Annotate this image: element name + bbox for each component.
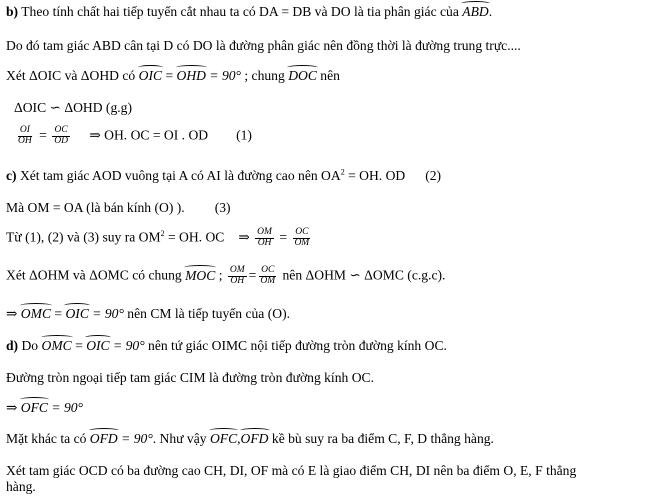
b-line5-result: ⇒ OH. OC = OI . OD bbox=[89, 127, 209, 143]
d-line4-eq: = 90° bbox=[117, 431, 153, 446]
angle-ofc: OFC bbox=[20, 400, 48, 415]
c-line4-pre: Xét ΔOHM và ΔOMC có chung bbox=[6, 267, 186, 283]
angle-omc: OMC bbox=[20, 306, 52, 321]
fraction-oc-om bbox=[292, 228, 311, 249]
d-line2: Đường tròn ngoại tiếp tam giác CIM là đường tròn đường kính OC. bbox=[6, 370, 374, 385]
implies-arrow: ⇒ bbox=[6, 306, 21, 321]
c-line4 bbox=[6, 266, 445, 287]
b-line2: Do đó tam giác ABD cân tại D có DO là đường phân giác nên đồng thời là đường trung trực.... bbox=[6, 38, 521, 53]
c-line3-sup: 2 bbox=[160, 229, 165, 239]
fraction-den: OH bbox=[230, 275, 245, 286]
c-line5 bbox=[6, 306, 290, 322]
d-line3 bbox=[6, 400, 83, 416]
d-line5: Xét tam giác OCD có ba đường cao CH, DI, OF mà có E là giao điểm CH, DI nên ba điểm O, E, F thẳng bbox=[6, 463, 577, 478]
d-line6: hàng. bbox=[6, 479, 36, 494]
d-line4-mid: . Như vậy bbox=[152, 431, 210, 446]
angle-oic: OIC bbox=[138, 68, 163, 83]
eq-tag-1: (1) bbox=[236, 127, 252, 143]
d-line1-eq1: = bbox=[71, 338, 87, 353]
angle-abd: ABD bbox=[462, 4, 489, 19]
b-line3-pre: Xét ΔOIC và ΔOHD có bbox=[6, 68, 139, 83]
fraction-num: OI bbox=[19, 125, 30, 135]
b-line4: ΔOIC ∽ ΔOHD (g.g) bbox=[14, 100, 132, 115]
fraction-num: OM bbox=[229, 265, 245, 275]
b-line3-post: nên bbox=[316, 68, 340, 83]
c-line2-text: Mà OM = OA (là bán kính (O) ). bbox=[6, 200, 185, 215]
b-line3-eq2: = 90° bbox=[205, 68, 241, 83]
angle-ofc: OFC bbox=[209, 431, 238, 446]
fraction-num: OM bbox=[257, 227, 272, 237]
b-line1 bbox=[6, 4, 492, 20]
c-line4-post: nên ΔOHM ∽ ΔOMC (c.g.c). bbox=[279, 267, 446, 283]
implies-arrow: ⇒ bbox=[238, 229, 250, 245]
c-line1-pre: Xét tam giác AOD vuông tại A có AI là đường cao nên OA bbox=[16, 168, 341, 183]
c-line4-sep: ; bbox=[215, 267, 226, 283]
angle-omc: OMC bbox=[41, 338, 72, 353]
b-line3-eq1: = bbox=[162, 68, 177, 83]
fraction-num: OC bbox=[54, 125, 68, 135]
eq-tag-2: (2) bbox=[425, 168, 442, 183]
part-d-label: d) bbox=[6, 338, 19, 353]
d-line1-eq2: = 90° bbox=[109, 338, 145, 353]
fraction-num: OC bbox=[295, 227, 309, 237]
eq-tag-3: (3) bbox=[214, 200, 231, 215]
equals-sign: = bbox=[39, 127, 47, 143]
fraction-om-oh bbox=[255, 228, 274, 249]
c-line1 bbox=[6, 168, 441, 184]
d-line3-eq: = 90° bbox=[47, 400, 83, 415]
angle-ohd: OHD bbox=[176, 68, 206, 83]
equals-sign: = bbox=[279, 229, 288, 245]
d-line4-sep: , bbox=[237, 431, 241, 446]
d-line1-post: nên tứ giác OIMC nội tiếp đường tròn đường kính OC. bbox=[144, 338, 447, 353]
b-line3-mid: ; chung bbox=[240, 68, 289, 83]
fraction-oc-od bbox=[52, 126, 70, 147]
c-line5-eq2: = 90° bbox=[88, 306, 124, 321]
equals-sign: = bbox=[248, 267, 257, 283]
d-line4-post: kề bù suy ra ba điểm C, F, D thẳng hàng. bbox=[268, 431, 494, 446]
c-line3 bbox=[6, 228, 313, 249]
angle-doc: DOC bbox=[288, 68, 317, 83]
d-line4 bbox=[6, 431, 494, 447]
b-line3 bbox=[6, 68, 340, 84]
angle-oic: OIC bbox=[65, 306, 89, 321]
fraction-oi-oh bbox=[16, 126, 34, 147]
angle-ofd: OFD bbox=[89, 431, 118, 446]
fraction-den: OH bbox=[18, 135, 32, 146]
fraction-den: OM bbox=[294, 237, 310, 248]
c-line2 bbox=[6, 200, 231, 216]
c-line1-sup: 2 bbox=[340, 167, 345, 177]
fraction-den: OD bbox=[54, 135, 68, 146]
implies-arrow: ⇒ bbox=[6, 400, 21, 415]
d-line1 bbox=[6, 338, 447, 354]
part-c-label: c) bbox=[6, 168, 17, 183]
angle-ofd: OFD bbox=[240, 431, 269, 446]
c-line3-pre: Từ (1), (2) và (3) suy ra OM bbox=[6, 229, 161, 245]
d-line4-pre: Mặt khác ta có bbox=[6, 431, 90, 446]
c-line5-post: nên CM là tiếp tuyến của (O). bbox=[123, 306, 291, 321]
part-b-label: b) bbox=[6, 4, 19, 19]
fraction-om-oh bbox=[228, 266, 247, 287]
fraction-oc-om bbox=[258, 266, 277, 287]
b-line1-end: . bbox=[488, 4, 493, 19]
c-line3-post: = OH. OC bbox=[164, 229, 225, 245]
c-line5-eq1: = bbox=[51, 306, 66, 321]
b-line1-text: Theo tính chất hai tiếp tuyến cắt nhau ta có DA = DB và DO là tia phân giác của bbox=[18, 4, 463, 19]
angle-oic: OIC bbox=[86, 338, 110, 353]
fraction-num: OC bbox=[261, 265, 275, 275]
c-line1-post: = OH. OD bbox=[344, 168, 406, 183]
fraction-den: OH bbox=[257, 237, 272, 248]
b-line5 bbox=[14, 126, 252, 147]
fraction-den: OM bbox=[260, 275, 276, 286]
angle-moc: MOC bbox=[185, 267, 216, 283]
d-line1-pre: Do bbox=[18, 338, 42, 353]
